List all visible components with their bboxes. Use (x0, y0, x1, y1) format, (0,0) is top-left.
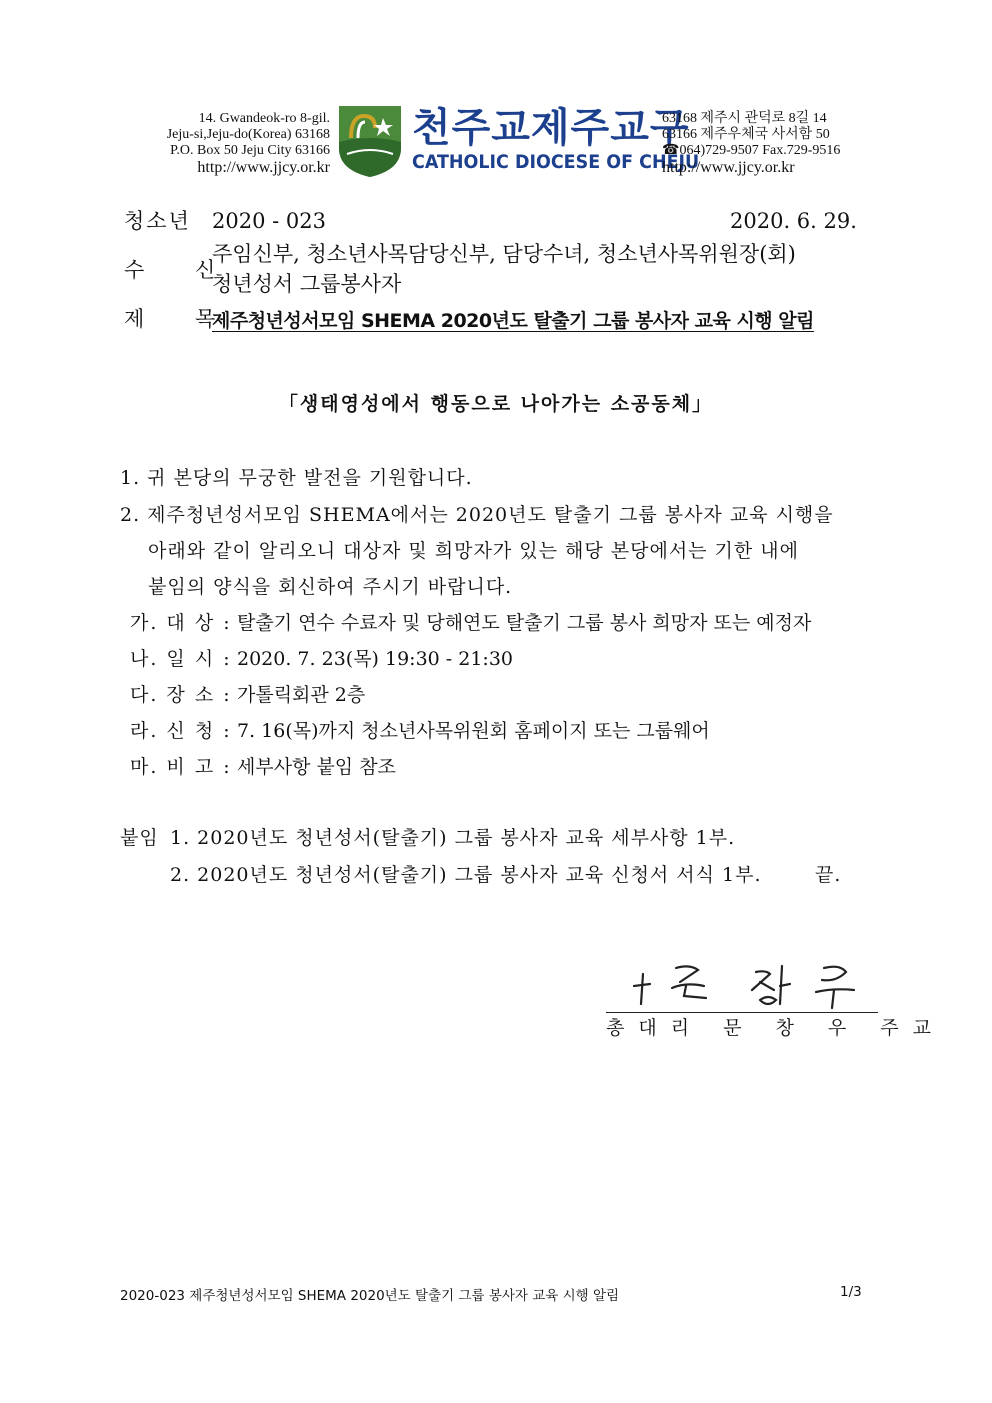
item-value: 세부사항 붙임 참조 (237, 756, 396, 778)
item-label: 마. 비 고 : (130, 756, 232, 778)
signature-line (606, 1012, 878, 1013)
footer-text: 2020-023 제주청년성서모임 SHEMA 2020년도 탈출기 그룹 봉사자 교육 시행 알림 (120, 1288, 620, 1304)
recipient-line-2: 청년성서 그룹봉사자 (212, 272, 402, 296)
item-label: 가. 대 상 : (130, 612, 232, 634)
attachment-line-2: 2. 2020년도 청년성서(탈출기) 그룹 봉사자 교육 신청서 서식 1부. (170, 864, 762, 886)
paragraph-1: 1. 귀 본당의 무궁한 발전을 기원합니다. (120, 467, 473, 489)
item-label: 다. 장 소 : (130, 684, 232, 706)
list-item (130, 611, 811, 635)
address-line: 63166 제주우체국 사서함 50 (662, 127, 830, 142)
subject-label: 제 목 (124, 307, 238, 331)
letterhead-address-ko (662, 111, 840, 177)
paragraph-2-line-2: 아래와 같이 알리오니 대상자 및 희망자가 있는 해당 본당에서는 기한 내에 (148, 540, 800, 562)
attachments-label: 붙임 (120, 827, 159, 849)
recipient-label: 수 신 (124, 258, 238, 282)
website-link[interactable]: http://www.jjcy.or.kr (197, 159, 330, 176)
handwritten-signature (628, 960, 858, 1012)
item-value: 2020. 7. 23(목) 19:30 - 21:30 (237, 648, 514, 670)
paragraph-2-line-1: 2. 제주청년성서모임 SHEMA에서는 2020년도 탈출기 그룹 봉사자 교육 시행을 (120, 504, 834, 526)
address-line: 63168 제주시 관덕로 8길 14 (662, 111, 827, 126)
paragraph-2-line-3: 붙임의 양식을 회신하여 주시기 바랍니다. (148, 576, 513, 598)
slogan: 「생태영성에서 행동으로 나아가는 소공동체」 (278, 393, 714, 415)
address-line: 14. Gwandeok-ro 8-gil. (198, 111, 330, 126)
doc-label: 청소년 (124, 209, 191, 233)
doc-date: 2020. 6. 29. (730, 209, 857, 233)
doc-number: 2020 - 023 (212, 209, 326, 233)
list-item (130, 683, 365, 707)
phone-fax-line: ☎064)729-9507 Fax.729-9516 (662, 143, 841, 158)
organization-name: 천주교제주교구 (412, 105, 690, 151)
subject-title: 제주청년성서모임 SHEMA 2020년도 탈출기 그룹 봉사자 교육 시행 알림 (212, 310, 814, 332)
diocese-emblem-icon (337, 104, 403, 178)
signer-name: 총대리 문 창 우 주교 (606, 1017, 945, 1039)
address-line: Jeju-si,Jeju-do(Korea) 63168 (166, 127, 330, 142)
end-mark: 끝. (815, 864, 842, 886)
item-label: 나. 일 시 : (130, 648, 232, 670)
letterhead-address-en (120, 111, 330, 177)
attachment-line-1: 1. 2020년도 청년성서(탈출기) 그룹 봉사자 교육 세부사항 1부. (170, 827, 736, 849)
recipient-line-1: 주임신부, 청소년사목담당신부, 담당수녀, 청소년사목위원장(회) (212, 242, 796, 266)
item-value: 7. 16(목)까지 청소년사목위원회 홈페이지 또는 그룹웨어 (237, 720, 710, 742)
item-label: 라. 신 청 : (130, 720, 232, 742)
list-item (130, 719, 710, 743)
website-link[interactable]: http://www.jjcy.or.kr (662, 159, 795, 176)
list-item (130, 647, 513, 671)
item-value: 가톨릭회관 2층 (237, 684, 366, 706)
item-value: 탈출기 연수 수료자 및 당해연도 탈출기 그룹 봉사 희망자 또는 예정자 (237, 612, 812, 634)
organization-name-english: CATHOLIC DIOCESE OF CHEJU (412, 151, 700, 173)
address-line: P.O. Box 50 Jeju City 63166 (170, 143, 330, 158)
page-number: 1/3 (840, 1284, 862, 1300)
list-item (130, 755, 396, 779)
